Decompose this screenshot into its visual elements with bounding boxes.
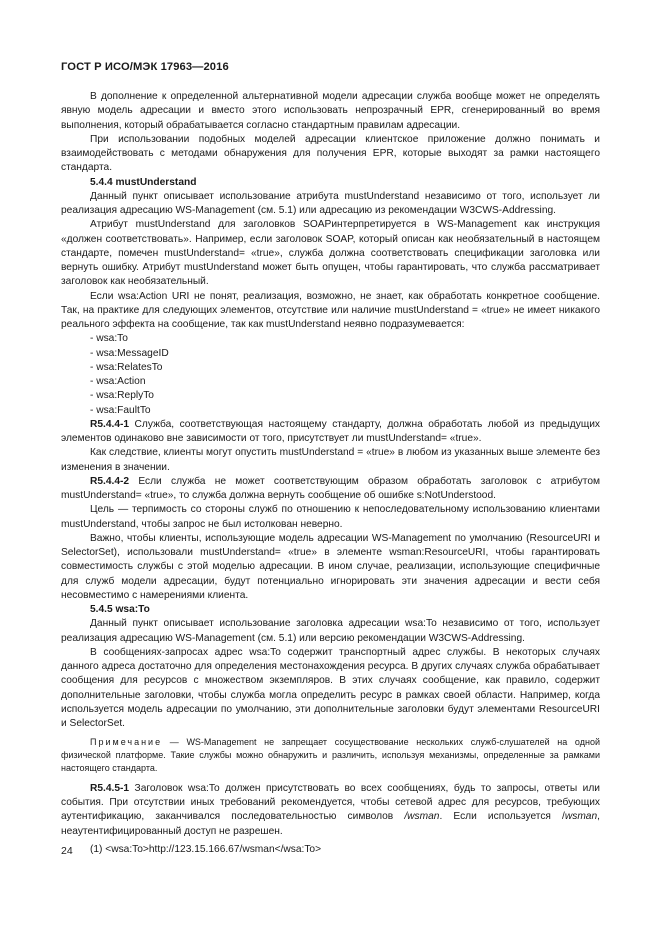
list-item: - wsa:FaultTo	[90, 404, 151, 416]
code-example: (1) <wsa:To>http://123.15.166.67/wsman</wsa:To>	[90, 843, 322, 855]
note-paragraph	[61, 736, 600, 775]
paragraph: Важно, чтобы клиенты, использующие модель адресации WS-Management по умолчанию (ResourceURI и SelectorSet), использовали mustUnderstand= «true» в элементе wsman:ResourceURI, чтобы гарантировать совместимость службы с этой моделью адресации. В ином случае, реализации, использующие специфичные для служб модели адресации, будут потенциально игнорировать эти значения адресации и вести себя несовместимо с намерениями клиента.	[61, 532, 600, 601]
requirement-paragraph	[61, 475, 600, 504]
document-header: ГОСТ Р ИСО/МЭК 17963—2016	[61, 61, 229, 73]
requirement-paragraph	[61, 418, 600, 447]
requirement-emphasis: /wsman	[404, 811, 440, 823]
paragraph: Если wsa:Action URI не понят, реализация, возможно, не знает, как обработать конкретное сообщение. Так, на практике для следующих элементов, отсутствие или наличие mustUnderstand = «true» не имеет никакого реального эффекта на сообщение, так как mustUnderstand неявно подразумевается:	[61, 290, 600, 330]
requirement-text: Заголовок wsa:To должен присутствовать во всех сообщениях, будь то запросы, ответы или события. При отсутствии иных требований рекомендуется, чтобы сетевой адрес для ресурсов, требующих аутентификацию, заканчивался последовательностью символов	[61, 782, 600, 823]
requirement-paragraph	[61, 782, 600, 839]
note-text: — WS-Management не запрещает сосуществование нескольких служб-слушателей на одной физической платформе. Такие службы можно обнаружить и различить, используя механизмы, определенные за рамками настоящего стандарта.	[61, 737, 600, 774]
section-heading-5-4-5: 5.4.5 wsa:To	[90, 604, 150, 615]
paragraph: Данный пункт описывает использование заголовка адресации wsa:To независимо от того, использует реализация адресацию WS-Management (см. 5.1) или версию рекомендации W3CWS-Addressing.	[61, 618, 600, 644]
list-item: - wsa:MessageID	[90, 347, 169, 359]
paragraph: В сообщениях-запросах адрес wsa:To содержит транспортный адрес службы. В некоторых случаях данного адреса достаточно для определения местонахождения ресурса. В других случаях служба обрабатывает сообщения для ресурсов с множеством экземпляров. В этих случаях сообщение, как правило, содержит дополнительные заголовки, чтобы служба могла определить ресурс в рамках своей области. Например, когда используется модель адресации по умолчанию, эти дополнительные заголовки будут элементами ResourceURI и SelectorSet.	[61, 646, 600, 729]
paragraph: Данный пункт описывает использование атрибута mustUnderstand независимо от того, использует ли реализация адресацию WS-Management (см. 5.1) или адресацию из рекомендации W3CWS-Addressing.	[61, 190, 600, 216]
paragraph: Атрибут mustUnderstand для заголовков SOAPинтерпретируется в WS-Management как инструкция «должен соответствовать». Например, если заголовок SOAP, который описан как необязательный в настоящем стандарте, помечен mustUnderstand= «true», служба должна соответствовать спецификации заголовка или вернуть ошибку. Атрибут mustUnderstand может быть опущен, чтобы гарантировать, что служба рассматривает заголовок как необязательный.	[61, 219, 600, 288]
requirement-label: R5.4.5-1	[90, 782, 130, 794]
requirement-text: Служба, соответствующая настоящему стандарту, должна обработать любой из предыдущих элементов одинаково вне зависимости от того, присутствует ли mustUnderstand= «true».	[61, 418, 600, 444]
list-item: - wsa:RelatesTo	[90, 361, 163, 373]
list-item: - wsa:Action	[90, 376, 146, 387]
requirement-label: R5.4.4-2	[90, 475, 130, 487]
requirement-text: Если служба не может соответствующим образом обработать заголовок с атрибутом mustUnderstand= «true», то служба должна вернуть сообщение об ошибке s:NotUnderstood.	[61, 475, 600, 501]
list-item: - wsa:ReplyTo	[90, 390, 154, 402]
list-item: - wsa:To	[90, 333, 128, 345]
requirement-emphasis: wsman	[564, 811, 598, 823]
requirement-label: R5.4.4-1	[90, 418, 130, 430]
page-number: 24	[61, 845, 73, 857]
section-heading-5-4-4: 5.4.4 mustUnderstand	[90, 176, 197, 188]
paragraph: При использовании подобных моделей адресации клиентское приложение должно понимать и взаимодействовать с методами обнаружения для получения EPR, которые выходят за рамки настоящего стандарта.	[61, 133, 600, 174]
document-body	[61, 90, 600, 857]
requirement-text: , неаутентифицированный доступ не разрешен.	[61, 811, 600, 837]
paragraph: В дополнение к определенной альтернативной модели адресации служба вообще может не определять явную модель адресации и вместо этого использовать непрозрачный EPR, сгенерированный во время выполнения, который обрабатывается согласно стандартным правилам адресации.	[61, 91, 600, 131]
note-label: Примечание	[90, 737, 163, 748]
requirement-text: . Если используется /	[439, 811, 565, 823]
paragraph: Как следствие, клиенты могут опустить mustUnderstand = «true» в любом из указанных выше элементе без изменения в значении.	[61, 447, 600, 473]
paragraph: Цель — терпимость со стороны служб по отношению к непоследовательному использованию клиентами mustUnderstand, чтобы запрос не был истолкован неверно.	[61, 504, 600, 530]
